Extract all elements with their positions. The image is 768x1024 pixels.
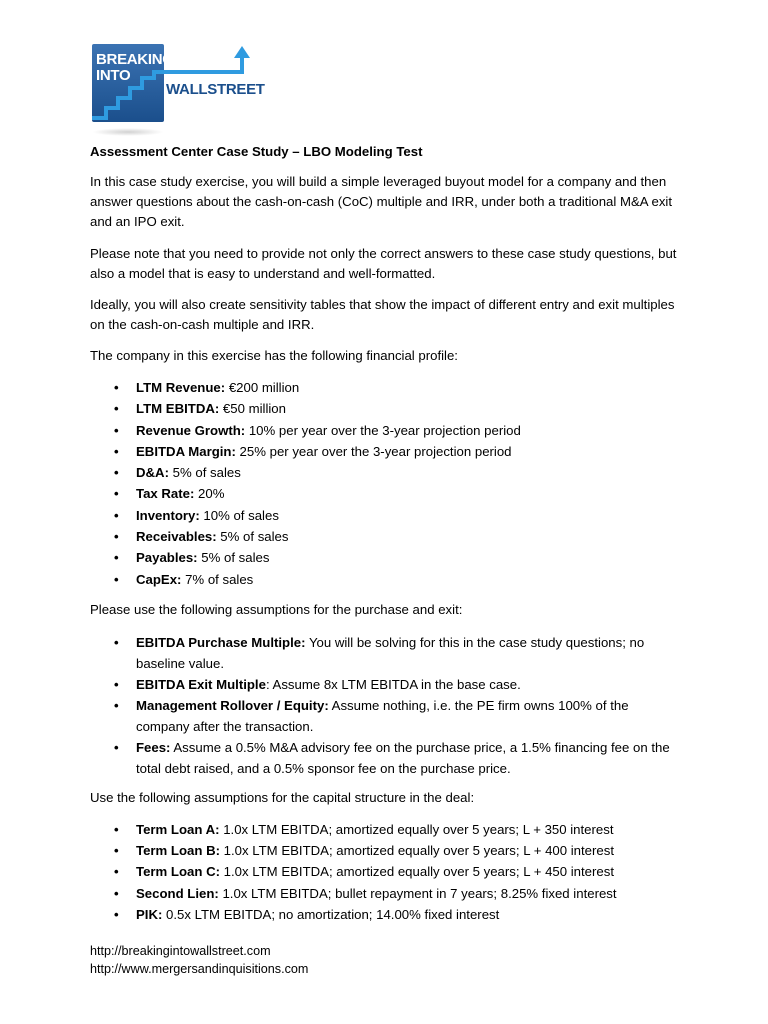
item-text: 7% of sales [181, 571, 254, 587]
item-label: Receivables: [136, 529, 217, 545]
item-label: EBITDA Margin: [136, 443, 236, 459]
capital-structure-list [90, 819, 680, 925]
intro-paragraph-4: The company in this exercise has the following financial profile: [90, 348, 458, 363]
item-label: Revenue Growth: [136, 422, 246, 438]
intro-paragraph-2: Please note that you need to provide not only the correct answers to these case study questions, but also a model that is easy to understand and well-formatted. [90, 246, 677, 281]
capital-intro: Use the following assumptions for the capital structure in the deal: [90, 790, 475, 805]
item-text: 1.0x LTM EBITDA; amortized equally over 5 years; L + 350 interest [219, 822, 614, 837]
list-item [90, 840, 680, 861]
document-title: Assessment Center Case Study – LBO Modeling Test [90, 144, 423, 159]
item-text: 5% of sales [216, 529, 289, 545]
intro-paragraph-1: In this case study exercise, you will build a simple leveraged buyout model for a company and then answer questions about the cash-on-cash (CoC) multiple and IRR, under both a traditional M&A exit and an IPO exit. [90, 174, 673, 229]
item-label: Term Loan A: [136, 822, 220, 837]
item-text: You will be solving for this in the case study questions; no baseline value. [136, 635, 645, 671]
purchase-assumptions-list [90, 632, 680, 779]
list-item [90, 398, 680, 419]
item-text: 20% [194, 486, 225, 502]
item-label: EBITDA Exit Multiple [136, 677, 266, 692]
item-label: Term Loan B: [136, 843, 221, 859]
footer-links [90, 942, 308, 978]
logo-shadow [92, 128, 164, 136]
list-item [90, 505, 680, 526]
item-label: Second Lien: [136, 885, 219, 901]
item-label: CapEx: [136, 571, 182, 587]
item-label: Tax Rate: [136, 486, 195, 502]
footer-link-mandi[interactable]: http://www.mergersandinquisitions.com [90, 962, 309, 976]
item-label: LTM Revenue: [136, 380, 226, 395]
item-label: EBITDA Purchase Multiple: [136, 635, 306, 650]
list-item [90, 420, 680, 441]
list-item [90, 462, 680, 483]
item-text: 5% of sales [168, 465, 241, 481]
intro-paragraph-3: Ideally, you will also create sensitivity tables that show the impact of different entry and exit multiples on the cash-on-cash multiple and IRR. [90, 297, 675, 332]
list-item [90, 819, 680, 840]
list-item [90, 569, 680, 590]
item-text: €50 million [219, 401, 286, 417]
list-item [90, 377, 680, 398]
item-label: Payables: [136, 550, 198, 566]
item-label: Management Rollover / Equity: [136, 698, 329, 713]
item-text: 1.0x LTM EBITDA; amortized equally over 5 years; L + 450 interest [220, 864, 614, 880]
company-logo [92, 44, 265, 140]
item-text: 1.0x LTM EBITDA; bullet repayment in 7 years; 8.25% fixed interest [218, 885, 617, 901]
list-item [90, 483, 680, 504]
list-item [90, 883, 680, 904]
item-text: 25% per year over the 3-year projection period [235, 443, 512, 459]
logo-text-line2: INTO [96, 67, 131, 84]
list-item [90, 904, 680, 925]
financial-profile-list [90, 377, 680, 590]
logo-text-line3: WALLSTREET [166, 81, 265, 98]
item-text: 10% of sales [199, 507, 279, 523]
item-label: PIK: [136, 906, 163, 922]
list-item [90, 526, 680, 547]
list-item [90, 737, 680, 779]
footer-link-biws[interactable]: http://breakingintowallstreet.com [90, 944, 271, 958]
list-item [90, 861, 680, 882]
item-label: Inventory: [136, 507, 200, 523]
list-item [90, 547, 680, 568]
purchase-intro: Please use the following assumptions for the purchase and exit: [90, 602, 463, 617]
item-label: Fees: [136, 740, 171, 755]
list-item [90, 674, 680, 695]
item-text: 0.5x LTM EBITDA; no amortization; 14.00% fixed interest [162, 906, 500, 922]
logo-text-line1: BREAKING [96, 51, 174, 68]
item-text: Assume nothing, i.e. the PE firm owns 100% of the company after the transaction. [136, 698, 629, 734]
item-label: LTM EBITDA: [136, 401, 220, 417]
item-text: €200 million [225, 380, 300, 395]
list-item [90, 695, 680, 737]
item-text: 10% per year over the 3-year projection period [245, 422, 521, 438]
list-item [90, 441, 680, 462]
item-text: 1.0x LTM EBITDA; amortized equally over 5 years; L + 400 interest [220, 843, 614, 859]
list-item [90, 632, 680, 674]
item-text: 5% of sales [197, 550, 270, 566]
item-label: Term Loan C: [136, 864, 221, 880]
item-text: Assume a 0.5% M&A advisory fee on the purchase price, a 1.5% financing fee on the total debt raised, and a 0.5% sponsor fee on the purchase price. [136, 740, 670, 776]
item-text: : Assume 8x LTM EBITDA in the base case. [265, 677, 521, 692]
item-label: D&A: [136, 465, 169, 481]
